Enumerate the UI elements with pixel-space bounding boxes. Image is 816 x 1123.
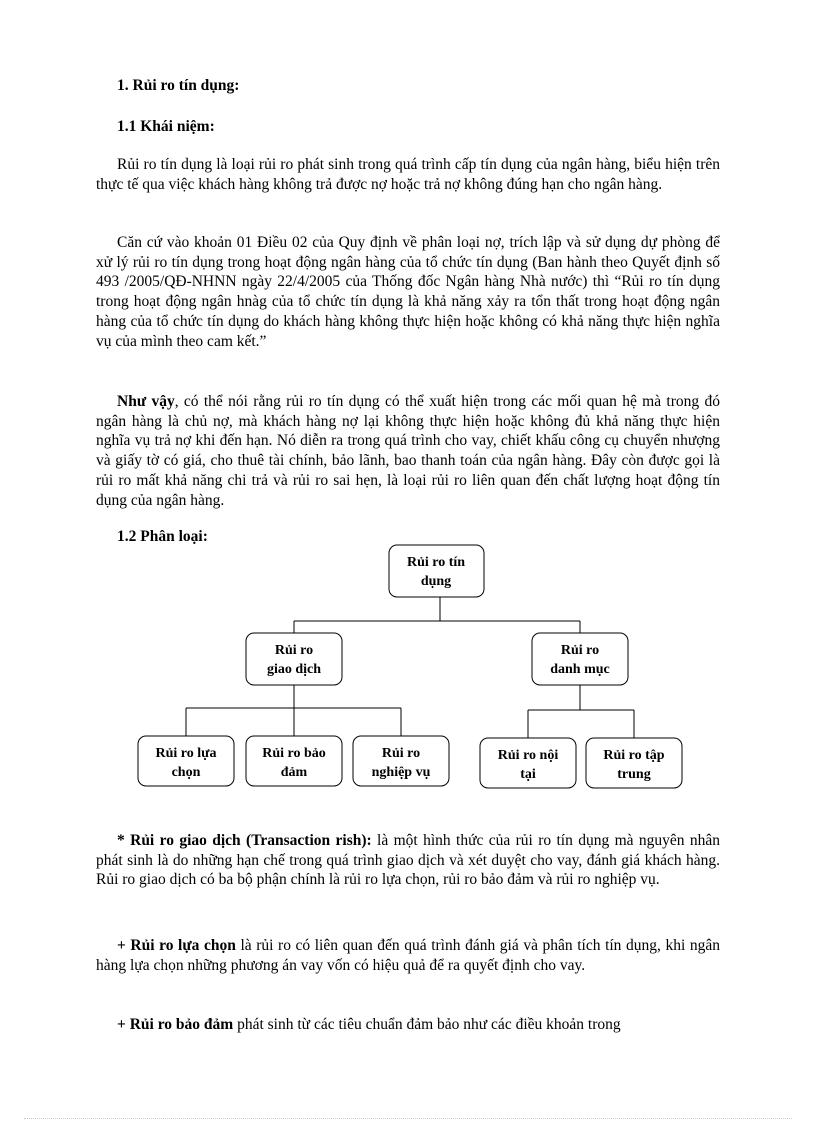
node-selection-risk-line2: chọn	[171, 765, 201, 780]
transaction-risk-lead: * Rủi ro giao dịch (Transaction rish):	[117, 832, 372, 849]
node-transaction-risk-line1: Rủi ro	[274, 643, 314, 658]
paragraph-guarantee-risk	[96, 1015, 720, 1035]
node-guarantee-risk-line2: đảm	[280, 765, 308, 780]
node-operation-risk-line1: Rủi ro	[381, 746, 421, 761]
node-internal-risk-line2: tại	[520, 767, 536, 782]
node-operation-risk-line2: nghiệp vụ	[371, 765, 431, 780]
node-box-transaction-risk	[246, 633, 342, 685]
guarantee-risk-text: phát sinh từ các tiêu chuẩn đảm bảo như các điều khoản trong	[233, 1016, 621, 1033]
paragraph-definition: Rủi ro tín dụng là loại rủi ro phát sinh trong quá trình cấp tín dụng của ngân hàng, biểu hiện trên thực tế qua việc khách hàng không trả được nợ hoặc trả nợ không đúng hạn cho ngân hàng.	[96, 156, 720, 193]
selection-risk-text: là rủi ro có liên quan đến quá trình đánh giá và phân tích tín dụng, khi ngân hàng lựa chọn những phương án vay vốn có hiệu quả để ra quyết định cho vay.	[96, 937, 721, 974]
node-internal-risk-line1: Rủi ro nội	[497, 748, 559, 763]
node-box-credit-risk	[389, 545, 484, 597]
node-transaction-risk-line2: giao dịch	[266, 662, 322, 677]
guarantee-risk-lead: + Rủi ro bảo đảm	[117, 1016, 234, 1033]
node-portfolio-risk-line2: danh mục	[550, 662, 610, 677]
node-guarantee-risk-line1: Rủi ro bảo	[262, 746, 326, 761]
section-heading-classification: 1.2 Phân loại:	[117, 528, 208, 545]
node-credit-risk-line2: dụng	[420, 574, 452, 589]
node-credit-risk-line1: Rủi ro tín	[406, 555, 466, 570]
section-heading-credit-risk: 1. Rủi ro tín dụng:	[117, 77, 240, 94]
section-heading-concept: 1.1 Khái niệm:	[117, 118, 215, 135]
selection-risk-lead: + Rủi ro lựa chọn	[117, 937, 236, 954]
node-concentration-risk-line2: trung	[617, 767, 651, 782]
transaction-risk-text: là một hình thức của rủi ro tín dụng mà nguyên nhân phát sinh là do những hạn chế trong quá trình giao dịch và xét duyệt cho vay, đánh giá khách hàng. Rủi ro giao dịch có ba bộ phận chính là rủi ro lựa chọn, rủi ro bảo đảm và rủi ro nghiệp vụ.	[96, 832, 721, 889]
paragraph-regulation: Căn cứ vào khoản 01 Điều 02 của Quy định về phân loại nợ, trích lập và sử dụng dự phòng để xử lý rủi ro tín dụng trong hoạt động ngân hàng của tổ chức tín dụng (Ban hành theo Quyết định số 493 /2005/QĐ-NHNN ngày 22/4/2005 của Thống đốc Ngân hàng Nhà nước) thì “Rủi ro tín dụng trong hoạt động ngân hnàg của tổ chức tín dụng là khả năng xảy ra tổn thất trong hoạt động ngân hàng của tổ chức tín dụng do khách hàng không thực hiện hoặc không có khả năng thực hiện nghĩa vụ của mình theo cam kết.”	[96, 234, 720, 350]
node-box-portfolio-risk	[532, 633, 628, 685]
paragraph-transaction-risk	[96, 831, 720, 890]
paragraph-selection-risk	[96, 936, 720, 975]
page-bottom-rule	[24, 1118, 792, 1119]
summary-lead: Như vậy	[117, 393, 175, 410]
summary-text: , có thể nói rằng rủi ro tín dụng có thể xuất hiện trong các mối quan hệ mà trong đó ngân hàng là chủ nợ, mà khách hàng nợ lại không thực hiện hoặc không đủ khả năng thực hiện nghĩa vụ trả nợ khi đến hạn. Nó diễn ra trong quá trình cho vay, chiết khấu công cụ chuyển nhượng và giấy tờ có giá, cho thuê tài chính, bảo lãnh, bao thanh toán của ngân hàng. Đây còn được gọi là rủi ro mất khả năng chi trả và rủi ro sai hẹn, là loại rủi ro liên quan đến chất lượng hoạt động tín dụng của ngân hàng.	[96, 393, 720, 509]
node-portfolio-risk-line1: Rủi ro	[560, 643, 600, 658]
node-selection-risk-line1: Rủi ro lựa	[155, 746, 217, 761]
node-concentration-risk-line1: Rủi ro tập	[603, 748, 665, 763]
